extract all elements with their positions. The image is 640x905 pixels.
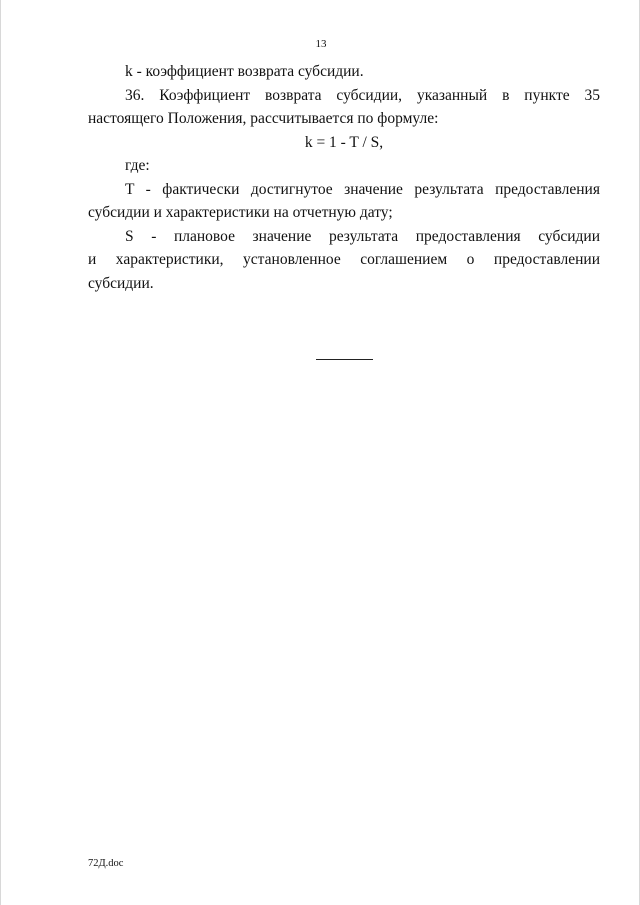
definition-t-line-2: субсидии и характеристики на отчетную дату; <box>88 204 393 221</box>
definition-s-line-2: и характеристики, установленное соглашением о предоставлении <box>88 251 600 268</box>
document-body <box>88 60 600 295</box>
paragraph-36-line-2: настоящего Положения, рассчитывается по формуле: <box>88 110 439 127</box>
definition-k: k - коэффициент возврата субсидии. <box>125 63 364 80</box>
page-number: 13 <box>315 38 327 50</box>
definition-s-line-3: субсидии. <box>88 274 154 292</box>
formula: k = 1 - T / S, <box>304 133 384 151</box>
definition-t-line-1: T - фактически достигнутое значение результата предоставления <box>125 180 600 198</box>
file-name-footer: 72Д.doc <box>88 858 124 869</box>
where-label: где: <box>125 157 150 174</box>
paragraph-36-line-1: 36. Коэффициент возврата субсидии, указанный в пункте 35 <box>125 86 600 104</box>
separator-line <box>316 359 373 360</box>
definition-s-line-1: S - плановое значение результата предоставления субсидии <box>125 227 600 245</box>
